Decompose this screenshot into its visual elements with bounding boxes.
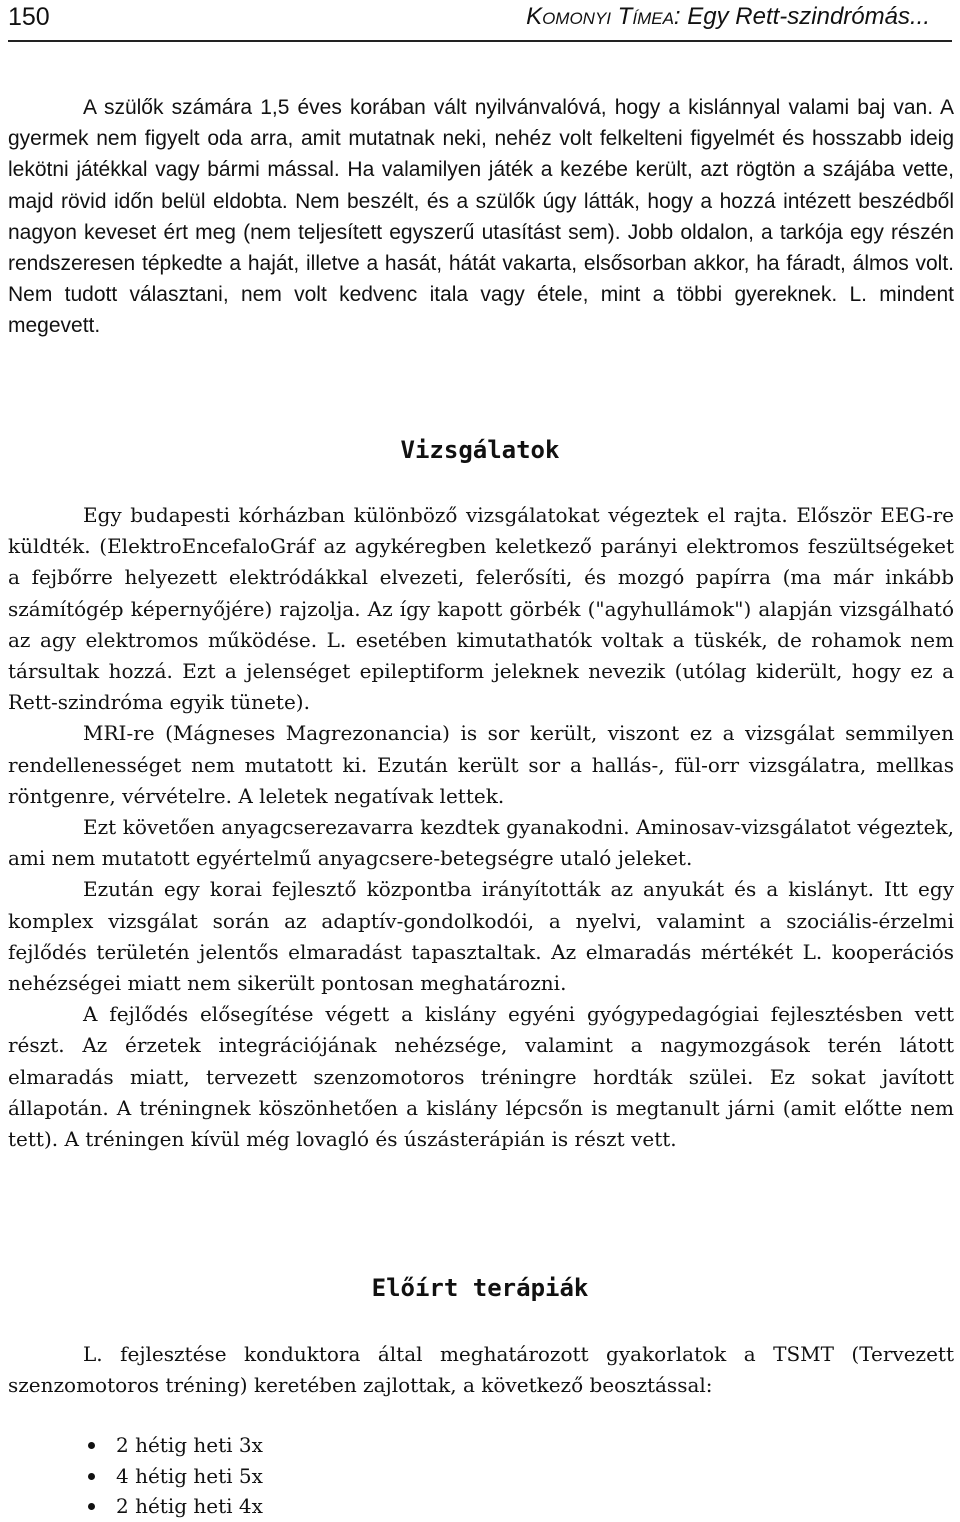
running-title-author: Komonyi Tímea: [526, 3, 681, 30]
exams-paragraph-1: Egy budapesti kórházban különböző vizsgálatokat végeztek el rajta. Először EEG-re küldték. (ElektroEncefaloGráf az agykéregben keletkező parányi elektromos feszültségeket a fejbőrre helyezett elektródákkal elvezeti, felerősíti, és mozgó papírra (ma már inkább számítógép képernyőjére) rajzolja. Az így kapott görbék ("agyhullámok") alapján vizsgálható az agy elektromos működése. L. esetében kimutathatók voltak a tüskék, de rohamok nem társultak hozzá. Ezt a jelenséget epileptiform jeleknek nevezik (utólag kiderült, hogy ez a Rett-szindróma egyik tünete). [8, 503, 954, 715]
exams-paragraph-3: Ezt követően anyagcserezavarra kezdtek gyanakodni. Aminosav-vizsgálatot végeztek, ami nem mutatott egyértelmű anyagcsere-betegségre utaló jeleket. [8, 815, 954, 871]
intro-block [8, 92, 954, 342]
section-heading-exams: Vizsgálatok [400, 436, 560, 464]
therapies-paragraph: L. fejlesztése konduktora által meghatározott gyakorlatok a TSMT (Tervezett szenzomotoros tréning) keretében zajlottak, a következő beosztással: [8, 1342, 954, 1398]
exams-paragraph-5: A fejlődés elősegítése végett a kislány egyéni gyógypedagógiai fejlesztésben vett részt. Az érzetek integrációjának nehézsége, valamint a nagymozgások terén látott elmaradás miatt, tervezett szenzomotoros tréningre hordták szülei. Ez sokat javított állapotán. A tréningnek köszönhetően a kislány lépcsőn is megtanult járni (amit előtte nem tett). A tréningen kívül még lovagló és úszásterápián is részt vett. [8, 1002, 954, 1152]
exams-block [8, 500, 954, 1155]
list-item [88, 1461, 263, 1492]
running-title-text: Egy Rett-szindrómás... [680, 3, 930, 30]
exams-paragraph-2: MRI-re (Mágneses Magrezonancia) is sor került, viszont ez a vizsgálat semmilyen rendellenességet nem mutatott ki. Ezután került sor a hallás-, fül-orr vizsgálatra, mellkas röntgenre, vérvételre. A leletek negatívak lettek. [8, 721, 954, 808]
section-heading-therapies: Előírt terápiák [371, 1274, 589, 1302]
list-item [88, 1491, 263, 1522]
list-item [88, 1430, 263, 1461]
bullet-icon [88, 1473, 95, 1480]
exams-paragraph-4: Ezután egy korai fejlesztő központba irányították az anyukát és a kislányt. Itt egy komplex vizsgálat során az adaptív-gondolkodói, a nyelvi, valamint a szociális-érzelmi fejlődés területén jelentős elmaradást tapasztaltak. Az elmaradás mértékét L. kooperációs nehézségei miatt nem sikerült pontosan meghatározni. [8, 877, 954, 996]
bullet-icon [88, 1503, 95, 1510]
bullet-icon [88, 1442, 95, 1449]
running-header [8, 0, 952, 42]
list-item-text: 2 hétig heti 4x [116, 1494, 263, 1518]
list-item-text: 2 hétig heti 3x [116, 1433, 263, 1457]
intro-paragraph: A szülők számára 1,5 éves korában vált nyilvánvalóvá, hogy a kislánnyal valami baj van. A gyermek nem figyelt oda arra, amit mutatnak neki, nehéz volt felkelteni figyelmét és hosszabb ideig lekötni játékkal vagy bármi mással. Ha valamilyen játék a kezébe került, azt rögtön a szájába vette, majd rövid időn belül eldobta. Nem beszélt, és a szülők úgy látták, hogy a hozzá intézett beszédből nagyon keveset ért meg (nem teljesített egyszerű utasítást sem). Jobb oldalon, a tarkója egy részén rendszeresen tépkedte a haját, illetve a hasát, hátát vakarta, elsősorban akkor, ha fáradt, álmos volt. Nem tudott választani, nem volt kedvenc itala vagy étele, mint a többi gyereknek. L. mindent megevett. [8, 96, 954, 338]
page-number: 150 [8, 3, 50, 31]
therapies-block [8, 1339, 954, 1401]
schedule-list [88, 1430, 263, 1522]
list-item-text: 4 hétig heti 5x [116, 1463, 263, 1488]
running-title [526, 0, 930, 34]
